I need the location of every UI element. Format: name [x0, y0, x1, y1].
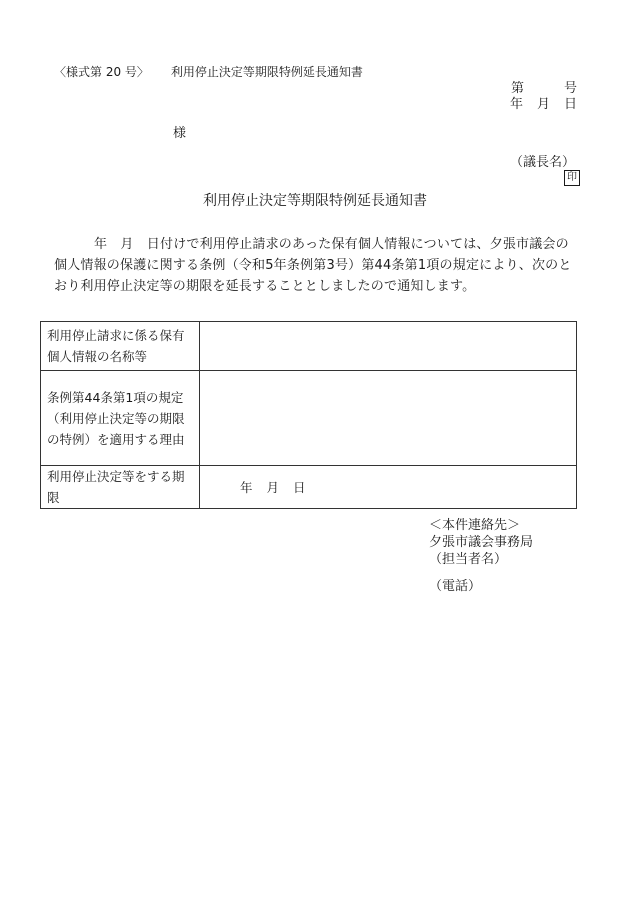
seal-mark: 印: [564, 170, 580, 186]
table-row: [41, 371, 577, 466]
form-name: 利用停止決定等期限特例延長通知書: [170, 65, 363, 79]
period-year: 年: [240, 479, 253, 495]
document-title: 利用停止決定等期限特例延長通知書: [203, 193, 427, 209]
body-text: 利用停止請求のあった保有個人情報については、夕張市議会の個人情報の保護に関する条例（令和5年条例第3号）第44条第1項の規定により、次のとおり利用停止決定等の期限を延長することとしましたので通知します。: [54, 237, 572, 294]
body-paragraph: [54, 234, 582, 297]
period-month: 月: [266, 479, 280, 495]
table-row: [41, 466, 577, 509]
form-header: [54, 66, 363, 78]
date-year: 年: [509, 97, 523, 112]
document-number: [511, 82, 577, 95]
addressee-honorific: 様: [173, 126, 187, 141]
contact-phone: （電話）: [429, 579, 482, 594]
info-table: [40, 321, 577, 509]
row-label-deadline: 利用停止決定等をする期限: [41, 466, 200, 509]
form-number: 〈様式第 20 号〉: [54, 65, 149, 79]
row-value-deadline: [200, 466, 577, 509]
document-date: [510, 98, 577, 111]
document-number-dai: 第: [510, 81, 524, 96]
contact-person: （担当者名）: [429, 552, 508, 567]
contact-office: 夕張市議会事務局: [429, 535, 534, 550]
chair-name: （議長名）: [509, 155, 575, 170]
contact-heading: ＜本件連絡先＞: [429, 518, 521, 533]
row-label-reason: 条例第44条第1項の規定（利用停止決定等の期限の特例）を適用する理由: [41, 371, 200, 466]
row-value-info-name: [200, 322, 577, 371]
row-label-info-name: 利用停止請求に係る保有個人情報の名称等: [41, 322, 200, 371]
contact-block: [429, 517, 609, 595]
date-day: 日: [563, 97, 577, 112]
table-row: [41, 322, 577, 371]
document-number-go: 号: [563, 81, 577, 96]
date-month: 月: [536, 97, 550, 112]
period-day: 日: [293, 479, 306, 495]
row-value-reason: [200, 371, 577, 466]
body-date-placeholder: 年 月 日付けで: [94, 237, 200, 252]
